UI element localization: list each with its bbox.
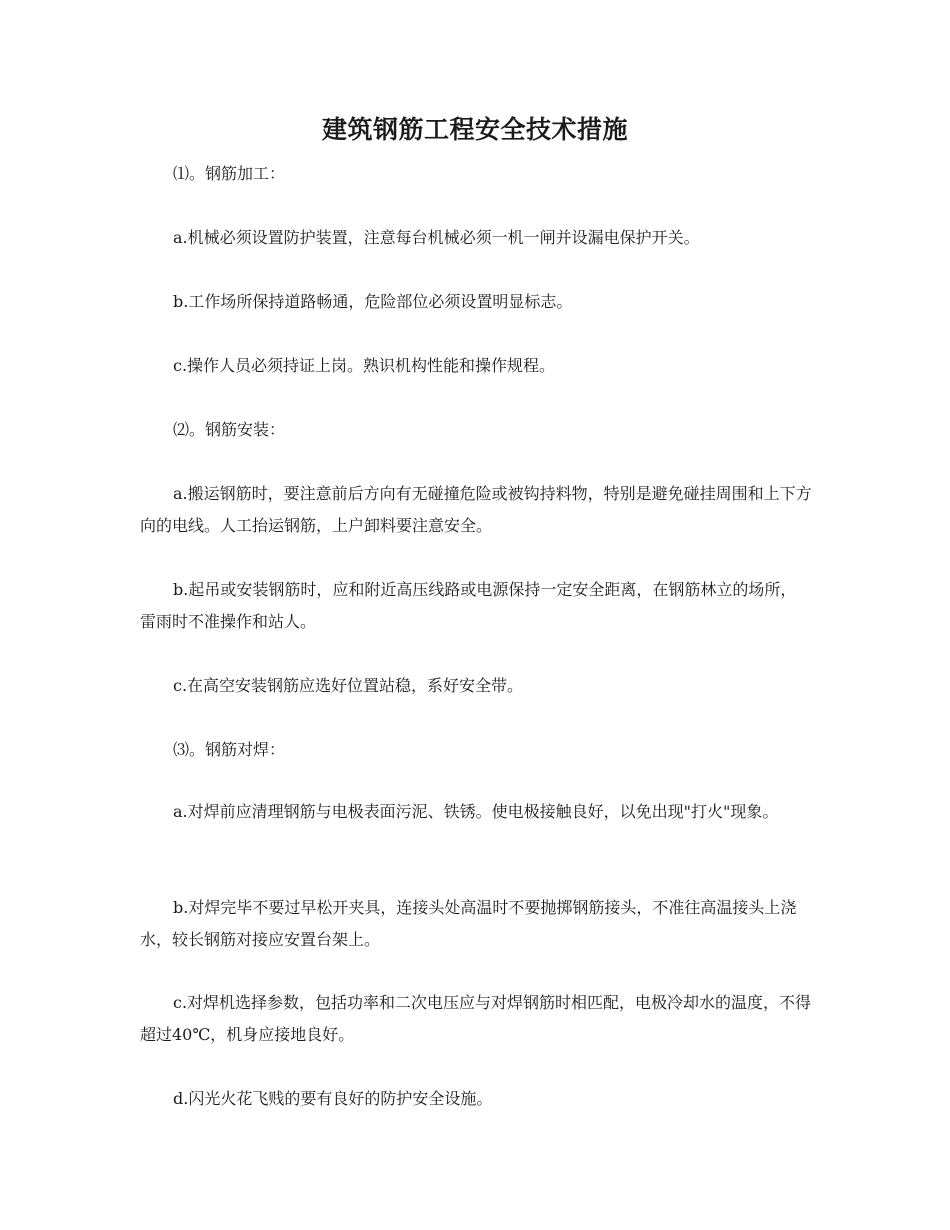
paragraph: b.对焊完毕不要过早松开夹具，连接头处高温时不要抛掷钢筋接头，不准往高温接头上浇水，较长钢筋对接应安置台架上。 <box>140 898 797 949</box>
paragraph: c.在高空安装钢筋应选好位置站稳，系好安全带。 <box>173 676 524 695</box>
paragraph: a.机械必须设置防护装置，注意每台机械必须一机一闸并设漏电保护开关。 <box>173 228 700 247</box>
section-heading: ⑵。钢筋安装： <box>173 420 286 439</box>
section-heading: ⑴。钢筋加工： <box>173 164 286 183</box>
paragraph: a.对焊前应清理钢筋与电极表面污泥、铁锈。使电极接触良好，以免出现"打火"现象。 <box>173 802 779 821</box>
paragraph: b.起吊或安装钢筋时，应和附近高压线路或电源保持一定安全距离，在钢筋林立的场所，雷雨时不准操作和站人。 <box>140 580 797 631</box>
section-heading: ⑶。钢筋对焊： <box>173 740 286 759</box>
paragraph: b.工作场所保持道路畅通，危险部位必须设置明显标志。 <box>173 292 573 311</box>
paragraph: c.对焊机选择参数，包括功率和二次电压应与对焊钢筋时相匹配，电极冷却水的温度，不得超过40℃，机身应接地良好。 <box>140 993 812 1044</box>
document-title: 建筑钢筋工程安全技术措施 <box>321 115 628 144</box>
paragraph: d.闪光火花飞贱的要有良好的防护安全设施。 <box>173 1089 493 1108</box>
paragraph: c.操作人员必须持证上岗。熟识机构性能和操作规程。 <box>173 356 556 375</box>
paragraph: a.搬运钢筋时，要注意前后方向有无碰撞危险或被钩持料物，特别是避免碰挂周围和上下方向的电线。人工抬运钢筋，上户卸料要注意安全。 <box>140 484 812 535</box>
